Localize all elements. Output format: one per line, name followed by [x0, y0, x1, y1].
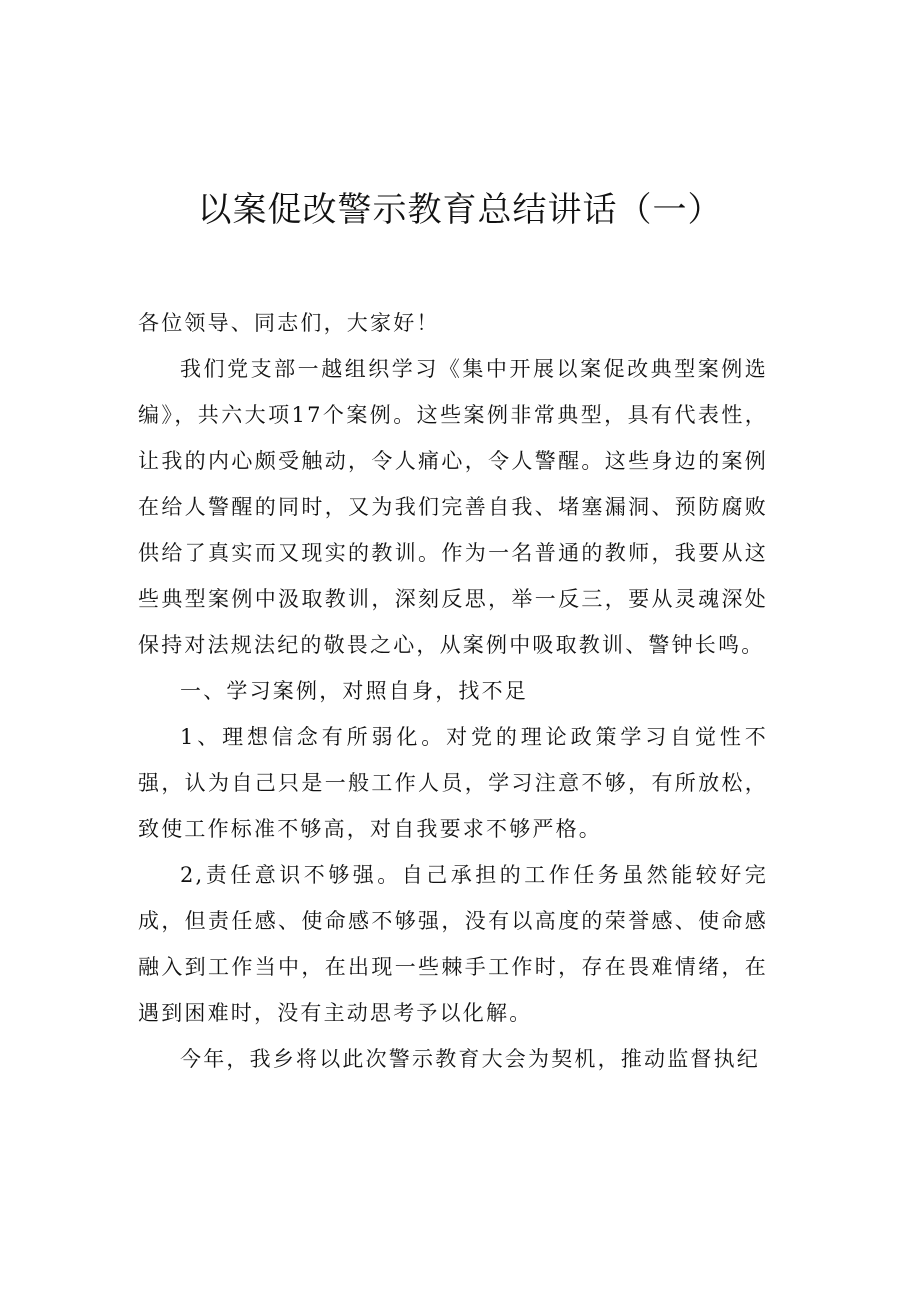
paragraph-intro: 我们党支部一越组织学习《集中开展以案促改典型案例选编》，共六大项17个案例。这些案例非常典型，具有代表性，让我的内心颇受触动，令人痛心，令人警醒。这些身边的案例在给人警醒的同时，又为我们完善自我、堵塞漏洞、预防腐败供给了真实而又现实的教训。作为一名普通的教师，我要从这些典型案例中汲取教训，深刻反思，举一反三，要从灵魂深处保持对法规法纪的敬畏之心，从案例中吸取教训、警钟长鸣。 [138, 357, 768, 657]
paragraph-point-1: 1、理想信念有所弱化。对党的理论政策学习自觉性不强，认为自己只是一般工作人员，学习注意不够，有所放松，致使工作标准不够高，对自我要求不够严格。 [138, 725, 768, 841]
section-heading-1: 一、学习案例，对照自身，找不足 [180, 679, 528, 703]
greeting-line: 各位领导、同志们，大家好！ [138, 311, 440, 335]
document-body [138, 300, 768, 1082]
paragraph-closing: 今年，我乡将以此次警示教育大会为契机，推动监督执纪 [180, 1047, 760, 1071]
paragraph-point-2: 2,责任意识不够强。自己承担的工作任务虽然能较好完成，但责任感、使命感不够强，没有以高度的荣誉感、使命感融入到工作当中，在出现一些棘手工作时，存在畏难情绪，在遇到困难时，没有主动思考予以化解。 [138, 863, 768, 1025]
document-title: 以案促改警示教育总结讲话（一） [197, 190, 723, 230]
